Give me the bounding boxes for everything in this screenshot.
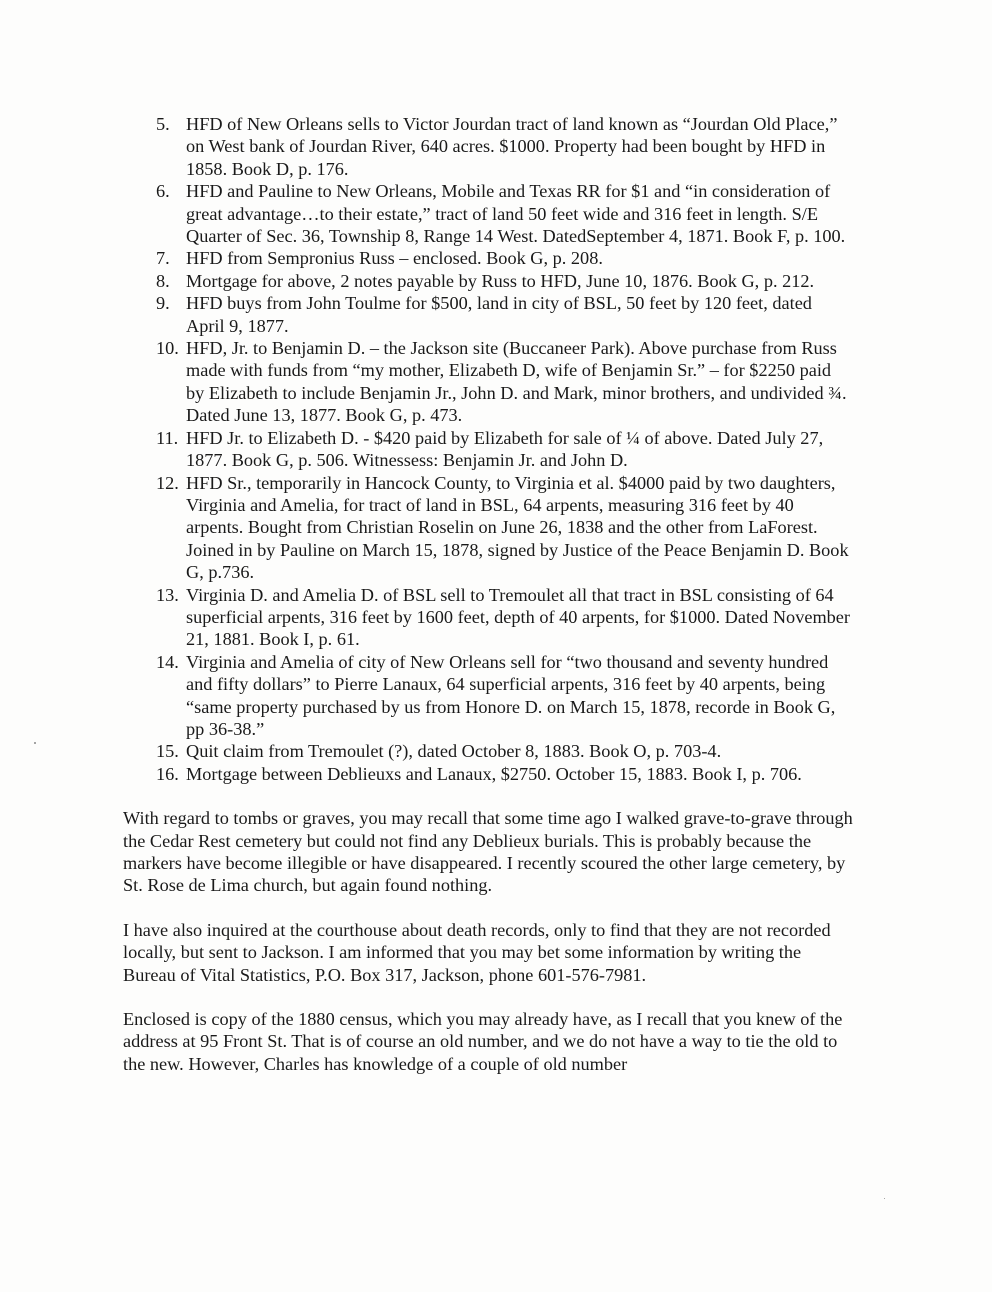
item-text: HFD, Jr. to Benjamin D. – the Jackson site (Buccaneer Park). Above purchase from Russ made with funds from “my mother, Elizabeth D, wife of Benjamin Sr.” – for $2250 paid by Elizabeth to include Benjamin Jr., John D. and Mark, minor brothers, and undivided ¾. Dated June 13, 1877. Book G, p. 473. xyxy=(186,338,847,426)
list-item xyxy=(123,247,853,269)
list-item xyxy=(123,180,853,247)
item-text: HFD from Sempronius Russ – enclosed. Book G, p. 208. xyxy=(186,248,603,269)
scan-speck xyxy=(884,1198,885,1199)
deed-record-list xyxy=(123,113,853,785)
item-number: 11. xyxy=(156,427,179,448)
item-number: 10. xyxy=(156,338,179,359)
item-text: HFD Sr., temporarily in Hancock County, to Virginia et al. $4000 paid by two daughters, Virginia and Amelia, for tract of land in BSL, 64 arpents, measuring 316 feet by 40 arpents. Bought from Christian Roselin on June 26, 1838 and the other from LaForest. Joined in by Pauline on March 15, 1878, signed by Justice of the Peace Benjamin D. Book G, p.736. xyxy=(186,472,849,583)
list-item xyxy=(123,292,853,337)
document-body xyxy=(123,113,853,1075)
item-text: HFD of New Orleans sells to Victor Jourdan tract of land known as “Jourdan Old Place,” on West bank of Jourdan River, 640 acres. $1000. Property had been bought by HFD in 1858. Book D, p. 176. xyxy=(186,114,838,179)
item-text: Quit claim from Tremoulet (?), dated October 8, 1883. Book O, p. 703-4. xyxy=(186,741,722,762)
item-number: 6. xyxy=(156,181,170,202)
list-item xyxy=(123,472,853,584)
paragraph-graves: With regard to tombs or graves, you may recall that some time ago I walked grave-to-grave through the Cedar Rest cemetery but could not find any Deblieux burials. This is probably because the markers have become illegible or have disappeared. I recently scoured the other large cemetery, by St. Rose de Lima church, but again found nothing. xyxy=(123,808,853,896)
list-item xyxy=(123,651,853,741)
item-text: HFD and Pauline to New Orleans, Mobile and Texas RR for $1 and “in consideration of great advantage…to their estate,” tract of land 50 feet wide and 316 feet in length. S/E Quarter of Sec. 36, Township 8, Range 14 West. DatedSeptember 4, 1871. Book F, p. 100. xyxy=(186,181,846,247)
item-text: Mortgage between Deblieuxs and Lanaux, $2750. October 15, 1883. Book I, p. 706. xyxy=(186,763,802,784)
paragraph-census: Enclosed is copy of the 1880 census, which you may already have, as I recall that you knew of the address at 95 Front St. That is of course an old number, and we do not have a way to tie the old to the new. However, Charles has knowledge of a couple of old number xyxy=(123,1009,843,1074)
list-item xyxy=(123,427,853,472)
scan-speck xyxy=(34,742,36,744)
item-number: 5. xyxy=(156,114,170,134)
item-number: 8. xyxy=(156,270,170,291)
item-text: HFD buys from John Toulme for $500, land in city of BSL, 50 feet by 120 feet, dated April 9, 1877. xyxy=(186,293,812,336)
item-text: Mortgage for above, 2 notes payable by Russ to HFD, June 10, 1876. Book G, p. 212. xyxy=(186,270,815,291)
list-item xyxy=(123,740,853,762)
paragraph-death-records: I have also inquired at the courthouse about death records, only to find that they are not recorded locally, but sent to Jackson. I am informed that you may bet some information by writing the Bureau of Vital Statistics, P.O. Box 317, Jackson, phone 601-576-7981. xyxy=(123,919,831,985)
item-number: 13. xyxy=(156,584,179,605)
list-item xyxy=(123,270,853,292)
item-number: 15. xyxy=(156,741,179,762)
item-text: Virginia D. and Amelia D. of BSL sell to Tremoulet all that tract in BSL consisting of 64 superficial arpents, 316 feet by 1600 feet, depth of 40 arpents, for $1000. Dated November 21, 1881. Book I, p. 61. xyxy=(186,584,851,650)
item-number: 12. xyxy=(156,472,179,493)
item-number: 9. xyxy=(156,293,170,314)
item-number: 7. xyxy=(156,248,170,269)
list-item xyxy=(123,337,853,427)
list-item xyxy=(123,763,853,785)
item-text: Virginia and Amelia of city of New Orleans sell for “two thousand and seventy hundred and fifty dollars” to Pierre Lanaux, 64 superficial arpents, 316 feet by 40 arpents, being “same property purchased by us from Honore D. on March 15, 1878, recorde in Book G, pp 36-38.” xyxy=(186,651,836,739)
list-item xyxy=(123,584,853,651)
item-number: 14. xyxy=(156,651,179,672)
item-number: 16. xyxy=(156,763,179,784)
list-item xyxy=(123,113,853,180)
item-text: HFD Jr. to Elizabeth D. - $420 paid by Elizabeth for sale of ¼ of above. Dated July 27, 1877. Book G, p. 506. Witnessess: Benjamin Jr. and John D. xyxy=(186,427,824,471)
